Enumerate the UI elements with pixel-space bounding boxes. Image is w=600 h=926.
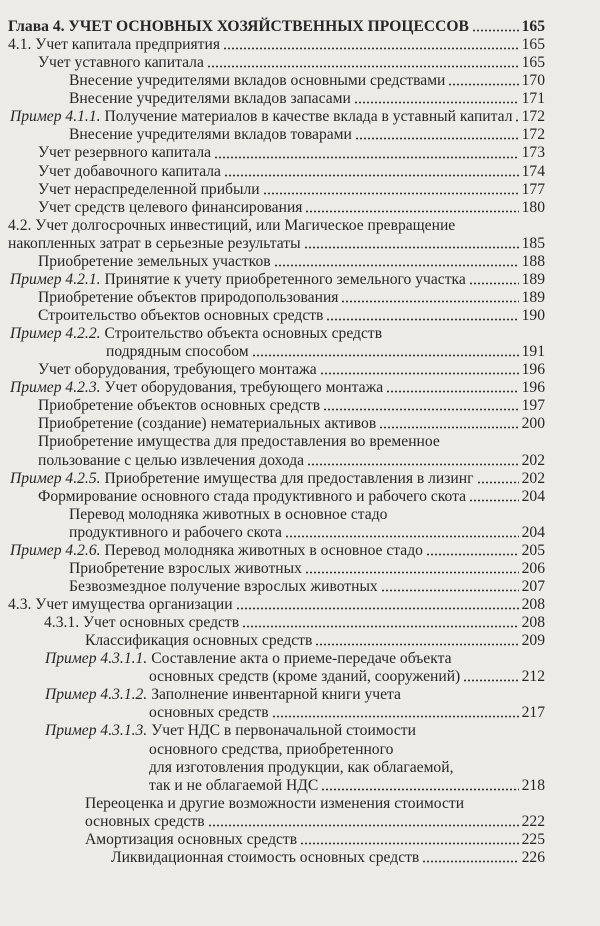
toc-entry-line xyxy=(0,36,600,54)
dot-leader xyxy=(386,383,518,393)
page-number: 205 xyxy=(521,541,545,559)
entry-title: Учет добавочного капитала xyxy=(38,162,221,180)
page-number: 206 xyxy=(521,559,545,577)
toc-entry-line xyxy=(0,361,600,379)
page-number: 189 xyxy=(521,288,545,306)
toc-example-line xyxy=(0,668,600,686)
page-number: 204 xyxy=(521,487,545,505)
entry-title: Принятие к учету приобретенного земельного участка xyxy=(104,270,466,288)
entry-title: Переоценка и другие возможности изменения стоимости xyxy=(85,794,465,812)
toc-entry-line xyxy=(0,560,600,578)
toc-example-line xyxy=(0,741,600,759)
toc-entry-line xyxy=(0,144,600,162)
page-number: 189 xyxy=(521,270,545,288)
entry-title: Приобретение земельных участков xyxy=(38,252,271,270)
entry-title: 4.1. Учет капитала предприятия xyxy=(8,36,221,54)
dot-leader xyxy=(477,474,519,484)
dot-leader xyxy=(300,835,518,845)
toc-entry-line xyxy=(0,524,600,542)
entry-title: пользование с целью извлечения дохода xyxy=(38,451,305,469)
page-number: 196 xyxy=(521,361,545,379)
toc-entry-line xyxy=(0,90,600,108)
toc-example-line xyxy=(0,650,600,668)
entry-title: Амортизация основных средств xyxy=(85,830,298,848)
page-number: 202 xyxy=(521,451,545,469)
page-number: 212 xyxy=(521,668,545,686)
entry-title: Классификация основных средств xyxy=(85,632,313,650)
dot-leader xyxy=(463,672,518,682)
toc-entry-line xyxy=(0,181,600,199)
toc-entry-line xyxy=(0,578,600,596)
page-number: 180 xyxy=(521,198,545,216)
entry-title: Строительство объекта основных средств xyxy=(104,325,383,343)
entry-title: Приобретение объектов природопользования xyxy=(38,288,339,306)
example-label: Пример 4.2.6. xyxy=(10,541,101,559)
dot-leader xyxy=(305,203,518,213)
dot-leader xyxy=(426,546,519,556)
dot-leader xyxy=(355,130,519,140)
toc-example-line xyxy=(0,343,600,361)
dot-leader xyxy=(242,618,519,628)
entry-title: Приобретение имущества для предоставления в лизинг xyxy=(104,469,474,487)
dot-leader xyxy=(422,853,518,863)
entry-title: накопленных затрат в серьезные результаты xyxy=(8,234,301,252)
dot-leader xyxy=(304,239,519,249)
example-label: Пример 4.3.1.2. xyxy=(45,686,148,704)
entry-title: 4.3.1. Учет основных средств xyxy=(44,614,240,632)
toc-entry-line xyxy=(0,452,600,470)
dot-leader xyxy=(515,112,518,122)
entry-title: основных средств xyxy=(149,704,269,722)
toc-entry-line xyxy=(0,72,600,90)
page-number: 218 xyxy=(521,776,545,794)
entry-title: Учет уставного капитала xyxy=(38,54,204,72)
toc-entry-line xyxy=(0,596,600,614)
page-number: 217 xyxy=(521,704,545,722)
entry-title: Внесение учредителями вкладов товарами xyxy=(69,126,352,144)
toc-entry-line xyxy=(0,163,600,181)
entry-title: продуктивного и рабочего скота xyxy=(69,523,282,541)
page-number: 165 xyxy=(521,54,545,72)
entry-title: основного средства, приобретенного xyxy=(149,740,394,758)
entry-title: Внесение учредителями вкладов основными средствами xyxy=(69,72,446,90)
toc-example-line xyxy=(0,325,600,343)
dot-leader xyxy=(307,456,519,466)
entry-title: Внесение учредителями вкладов запасами xyxy=(69,90,351,108)
toc-example-line xyxy=(0,722,600,740)
page-number: 165 xyxy=(521,18,545,35)
toc-entry-line xyxy=(0,415,600,433)
dot-leader xyxy=(236,600,519,610)
example-label: Пример 4.3.1.1. xyxy=(45,650,148,668)
toc-entry-line xyxy=(0,632,600,650)
toc-example-line xyxy=(0,542,600,560)
dot-leader xyxy=(207,58,519,68)
page-number: 172 xyxy=(521,108,545,126)
toc-entry-line xyxy=(0,831,600,849)
page-number: 225 xyxy=(521,830,545,848)
page-number: 188 xyxy=(521,252,545,270)
page-number: 191 xyxy=(521,343,545,361)
entry-title: Составление акта о приеме-передаче объекта xyxy=(151,650,452,668)
entry-title: Получение материалов в качестве вклада в уставный капитал xyxy=(104,108,513,126)
entry-title: так и не облагаемой НДС xyxy=(149,776,319,794)
toc-entry-line xyxy=(0,253,600,271)
entry-title: Учет оборудования, требующего монтажа xyxy=(38,361,317,379)
entry-title: Ликвидационная стоимость основных средств xyxy=(111,848,420,866)
page-number: 226 xyxy=(521,848,545,866)
entry-title: Приобретение объектов основных средств xyxy=(38,397,321,415)
page-number: 165 xyxy=(521,36,545,54)
table-of-contents xyxy=(0,18,600,867)
page-number: 197 xyxy=(521,397,545,415)
page-number: 208 xyxy=(521,596,545,613)
toc-example-line xyxy=(0,379,600,397)
toc-chapter-line xyxy=(0,18,600,36)
dot-leader xyxy=(252,347,519,357)
dot-leader xyxy=(326,311,518,321)
dot-leader xyxy=(469,275,519,285)
toc-entry-line xyxy=(0,506,600,524)
toc-entry-line xyxy=(0,199,600,217)
toc-entry-line xyxy=(0,289,600,307)
toc-example-line xyxy=(0,108,600,126)
toc-entry-line xyxy=(0,217,600,235)
page-number: 170 xyxy=(521,72,545,90)
example-label: Пример 4.2.5. xyxy=(10,469,101,487)
toc-entry-line xyxy=(0,397,600,415)
dot-leader xyxy=(469,492,519,502)
entry-title: Заполнение инвентарной книги учета xyxy=(151,686,401,704)
page-number: 171 xyxy=(521,90,545,108)
example-label: Пример 4.1.1. xyxy=(10,108,101,126)
dot-leader xyxy=(354,94,519,104)
toc-example-line xyxy=(0,271,600,289)
dot-leader xyxy=(223,40,519,50)
dot-leader xyxy=(315,636,518,646)
dot-leader xyxy=(214,149,519,159)
page-number: 202 xyxy=(521,469,545,487)
entry-title: Перевод молодняка животных в основное стадо xyxy=(104,541,423,559)
dot-leader xyxy=(381,582,519,592)
example-label: Пример 4.2.2. xyxy=(10,325,101,343)
toc-entry-line xyxy=(0,235,600,253)
example-label: Пример 4.3.1.3. xyxy=(45,722,148,740)
page-number: 185 xyxy=(521,234,545,252)
page-number: 172 xyxy=(521,126,545,144)
dot-leader xyxy=(341,293,518,303)
entry-title: для изготовления продукции, как облагаемой, xyxy=(149,758,454,776)
dot-leader xyxy=(448,76,518,86)
page-number: 177 xyxy=(521,180,545,198)
toc-entry-line xyxy=(0,307,600,325)
dot-leader xyxy=(321,781,518,791)
page-number: 207 xyxy=(521,577,545,595)
dot-leader xyxy=(274,257,519,267)
entry-title: Строительство объектов основных средств xyxy=(38,307,324,324)
entry-title: Учет нераспределенной прибыли xyxy=(38,180,260,198)
toc-entry-line xyxy=(0,54,600,72)
toc-entry-line xyxy=(0,433,600,451)
dot-leader xyxy=(320,365,519,375)
page-number: 222 xyxy=(521,812,545,830)
entry-title: Учет резервного капитала xyxy=(38,144,212,162)
entry-title: Глава 4. УЧЕТ ОСНОВНЫХ ХОЗЯЙСТВЕННЫХ ПРОЦЕССОВ xyxy=(8,18,469,35)
page-number: 204 xyxy=(521,523,545,541)
dot-leader xyxy=(323,401,519,411)
dot-leader xyxy=(379,419,518,429)
dot-leader xyxy=(208,817,519,827)
entry-title: Формирование основного стада продуктивного и рабочего скота xyxy=(38,487,467,505)
page-number: 208 xyxy=(521,614,545,632)
toc-example-line xyxy=(0,470,600,488)
page-number: 196 xyxy=(521,379,545,397)
dot-leader xyxy=(224,167,519,177)
entry-title: подрядным способом xyxy=(106,343,249,361)
entry-title: 4.3. Учет имущества организации xyxy=(8,596,233,613)
entry-title: Безвозмездное получение взрослых животных xyxy=(69,577,378,595)
toc-example-line xyxy=(0,686,600,704)
toc-example-line xyxy=(0,704,600,722)
entry-title: Приобретение (создание) нематериальных активов xyxy=(38,415,377,433)
entry-title: Учет НДС в первоначальной стоимости xyxy=(151,722,416,740)
dot-leader xyxy=(472,22,519,32)
dot-leader xyxy=(305,564,519,574)
toc-entry-line xyxy=(0,488,600,506)
entry-title: 4.2. Учет долгосрочных инвестиций, или Магическое превращение xyxy=(8,216,456,234)
page-number: 190 xyxy=(521,307,545,324)
example-label: Пример 4.2.1. xyxy=(10,270,101,288)
toc-entry-line xyxy=(0,126,600,144)
page-number: 173 xyxy=(521,144,545,162)
toc-example-line xyxy=(0,777,600,795)
page-number: 209 xyxy=(521,632,545,650)
toc-entry-line xyxy=(0,795,600,813)
toc-entry-line xyxy=(0,849,600,867)
entry-title: Приобретение имущества для предоставления во временное xyxy=(38,433,440,451)
page-number: 174 xyxy=(521,162,545,180)
toc-example-line xyxy=(0,759,600,777)
dot-leader xyxy=(263,185,519,195)
toc-entry-line xyxy=(0,614,600,632)
entry-title: Учет средств целевого финансирования xyxy=(38,198,303,216)
entry-title: основных средств (кроме зданий, сооружений) xyxy=(149,668,461,686)
entry-title: основных средств xyxy=(85,812,205,830)
example-label: Пример 4.2.3. xyxy=(10,379,101,397)
page-number: 200 xyxy=(521,415,545,433)
dot-leader xyxy=(272,708,519,718)
entry-title: Учет оборудования, требующего монтажа xyxy=(104,379,384,397)
dot-leader xyxy=(285,528,519,538)
toc-entry-line xyxy=(0,813,600,831)
entry-title: Перевод молодняка животных в основное стадо xyxy=(69,505,388,523)
entry-title: Приобретение взрослых животных xyxy=(69,559,302,577)
